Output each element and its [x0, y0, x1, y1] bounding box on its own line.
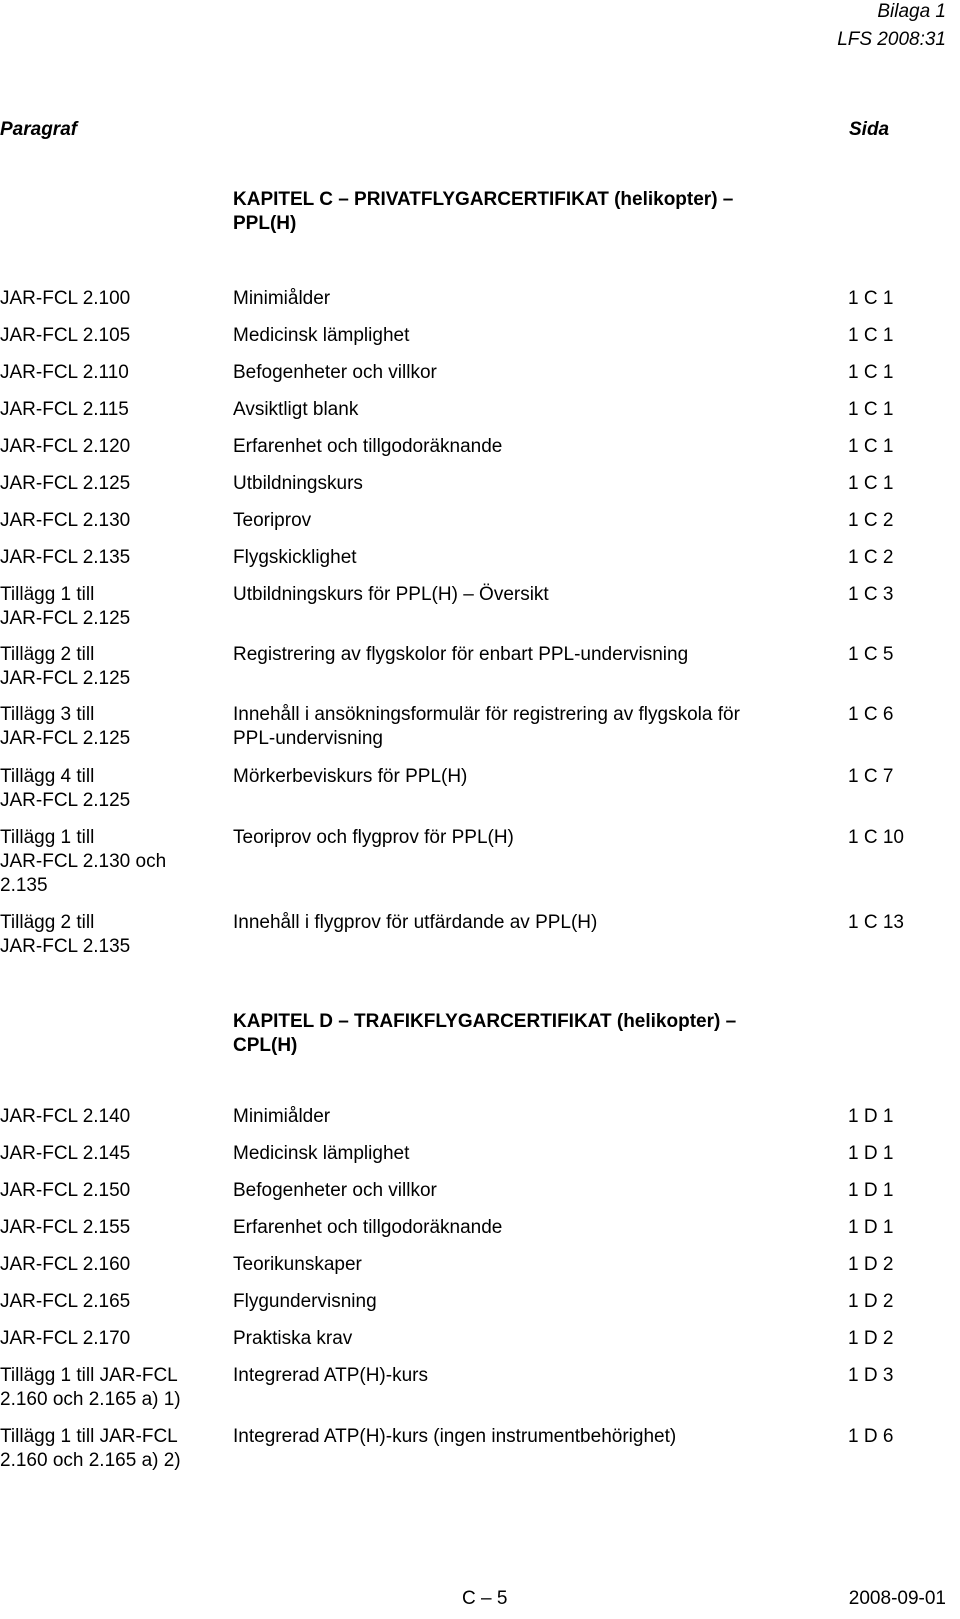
toc-title [233, 324, 409, 348]
toc-paragraph-line: JAR-FCL 2.110 [0, 362, 129, 383]
toc-entry [0, 1179, 960, 1203]
toc-paragraph-line: Tillägg 1 till [0, 584, 95, 605]
toc-title-line: Flygundervisning [233, 1291, 377, 1312]
toc-paragraph-line: Tillägg 1 till [0, 827, 95, 848]
toc-page: 1 C 13 [848, 912, 904, 933]
toc-entry [0, 361, 960, 385]
toc-paragraph [0, 583, 130, 631]
toc-paragraph-line: JAR-FCL 2.165 [0, 1291, 131, 1312]
toc-paragraph-line: JAR-FCL 2.125 [0, 668, 131, 689]
toc-page: 1 C 1 [848, 362, 894, 383]
toc-entry [0, 703, 960, 749]
toc-page: 1 C 1 [848, 325, 894, 346]
toc-paragraph-line: JAR-FCL 2.145 [0, 1143, 131, 1164]
toc-title-line: Mörkerbeviskurs för PPL(H) [233, 766, 468, 787]
toc-paragraph [0, 643, 130, 691]
chapter-d-title-line2: CPL(H) [233, 1035, 298, 1056]
toc-title-line: Teoriprov och flygprov för PPL(H) [233, 827, 514, 848]
toc-page: 1 D 1 [848, 1180, 894, 1201]
toc-entry [0, 287, 960, 311]
toc-paragraph-line: JAR-FCL 2.135 [0, 936, 131, 957]
toc-paragraph-line: JAR-FCL 2.125 [0, 608, 131, 629]
toc-title [233, 546, 357, 570]
toc-paragraph-line: JAR-FCL 2.125 [0, 728, 131, 749]
toc-paragraph-line: 2.160 och 2.165 a) 2) [0, 1450, 181, 1471]
toc-title-line: Integrerad ATP(H)-kurs [233, 1365, 428, 1386]
toc-paragraph-line: Tillägg 2 till [0, 912, 95, 933]
footer-date: 2008-09-01 [848, 1588, 946, 1609]
toc-title-line: Medicinsk lämplighet [233, 1143, 410, 1164]
toc-title [233, 703, 740, 751]
toc-title-line: Innehåll i ansökningsformulär för registrering av flygskola för [233, 704, 740, 725]
toc-title-line: Utbildningskurs för PPL(H) – Översikt [233, 584, 549, 605]
toc-paragraph [0, 1142, 130, 1166]
toc-paragraph-line: JAR-FCL 2.130 och [0, 851, 167, 872]
toc-paragraph [0, 1327, 130, 1351]
toc-entry [0, 472, 960, 496]
toc-paragraph-line: JAR-FCL 2.105 [0, 325, 131, 346]
toc-title-line: Utbildningskurs [233, 473, 363, 494]
toc-entry [0, 1216, 960, 1240]
toc-title-line: Avsiktligt blank [233, 399, 359, 420]
toc-paragraph-line: Tillägg 2 till [0, 644, 95, 665]
toc-paragraph [0, 1290, 130, 1314]
toc-page: 1 C 2 [848, 547, 894, 568]
toc-paragraph [0, 398, 129, 422]
toc-entry [0, 324, 960, 348]
toc-page: 1 C 1 [848, 399, 894, 420]
toc-paragraph-line: JAR-FCL 2.150 [0, 1180, 131, 1201]
toc-paragraph [0, 703, 130, 751]
toc-title [233, 472, 363, 496]
toc-title [233, 1179, 437, 1203]
chapter-c-title-line2: PPL(H) [233, 213, 297, 234]
toc-title [233, 583, 549, 607]
toc-paragraph [0, 546, 130, 570]
toc-title-line: PPL-undervisning [233, 728, 383, 749]
chapter-d-title [233, 1010, 736, 1058]
toc-title [233, 1364, 428, 1388]
toc-paragraph [0, 1105, 130, 1129]
toc-page: 1 D 2 [848, 1254, 894, 1275]
toc-page: 1 C 1 [848, 473, 894, 494]
toc-paragraph-line: JAR-FCL 2.160 [0, 1254, 131, 1275]
toc-entry [0, 1327, 960, 1351]
toc-paragraph [0, 472, 130, 496]
toc-paragraph-line: JAR-FCL 2.125 [0, 790, 131, 811]
header-attachment: Bilaga 1 [877, 1, 946, 22]
toc-title-line: Minimiålder [233, 1106, 331, 1127]
toc-entry [0, 1425, 960, 1471]
toc-paragraph [0, 287, 130, 311]
toc-title-line: Minimiålder [233, 288, 331, 309]
toc-entry [0, 1253, 960, 1277]
toc-entry [0, 1290, 960, 1314]
toc-page: 1 D 2 [848, 1291, 894, 1312]
toc-paragraph [0, 1364, 181, 1412]
toc-page: 1 D 1 [848, 1106, 894, 1127]
toc-title [233, 361, 437, 385]
toc-entry [0, 1105, 960, 1129]
toc-paragraph-line: Tillägg 1 till JAR-FCL [0, 1365, 178, 1386]
toc-paragraph-line: 2.135 [0, 875, 48, 896]
toc-paragraph [0, 435, 130, 459]
toc-paragraph-line: Tillägg 3 till [0, 704, 95, 725]
toc-title-line: Befogenheter och villkor [233, 1180, 437, 1201]
toc-paragraph [0, 509, 130, 533]
toc-paragraph-line: JAR-FCL 2.130 [0, 510, 131, 531]
toc-title-line: Erfarenhet och tillgodoräknande [233, 436, 503, 457]
toc-title-line: Integrerad ATP(H)-kurs (ingen instrumentbehörighet) [233, 1426, 677, 1447]
toc-paragraph-line: JAR-FCL 2.100 [0, 288, 131, 309]
toc-title-line: Befogenheter och villkor [233, 362, 437, 383]
toc-title [233, 398, 358, 422]
toc-paragraph-line: JAR-FCL 2.140 [0, 1106, 131, 1127]
toc-page: 1 C 2 [848, 510, 894, 531]
toc-paragraph [0, 324, 130, 348]
toc-paragraph [0, 1216, 130, 1240]
toc-title-line: Flygskicklighet [233, 547, 357, 568]
column-heading-page: Sida [849, 119, 890, 140]
toc-page: 1 D 1 [848, 1217, 894, 1238]
toc-page: 1 D 1 [848, 1143, 894, 1164]
toc-title-line: Teoriprov [233, 510, 312, 531]
column-heading-paragraph: Paragraf [0, 119, 78, 140]
toc-title [233, 1327, 352, 1351]
toc-paragraph [0, 1425, 181, 1473]
chapter-c-title-line1: KAPITEL C – PRIVATFLYGARCERTIFIKAT (helikopter) – [233, 189, 734, 210]
toc-title [233, 1425, 676, 1449]
toc-page: 1 C 5 [848, 644, 894, 665]
toc-title [233, 911, 597, 935]
toc-paragraph [0, 1253, 130, 1277]
toc-entry [0, 546, 960, 570]
toc-title [233, 643, 688, 667]
toc-page: 1 C 1 [848, 288, 894, 309]
toc-entry [0, 1364, 960, 1410]
toc-entry [0, 435, 960, 459]
header-regulation: LFS 2008:31 [837, 29, 946, 50]
toc-page: 1 C 10 [848, 827, 904, 848]
toc-title [233, 765, 467, 789]
toc-entry [0, 765, 960, 811]
chapter-d-title-line1: KAPITEL D – TRAFIKFLYGARCERTIFIKAT (helikopter) – [233, 1011, 737, 1032]
footer-page-label: C – 5 [462, 1588, 508, 1609]
toc-title [233, 826, 514, 850]
toc-paragraph-line: JAR-FCL 2.125 [0, 473, 131, 494]
toc-title-line: Medicinsk lämplighet [233, 325, 410, 346]
toc-paragraph [0, 1179, 130, 1203]
toc-page: 1 D 6 [848, 1426, 894, 1447]
toc-paragraph-line: JAR-FCL 2.115 [0, 399, 129, 420]
toc-paragraph [0, 361, 129, 385]
toc-paragraph [0, 911, 130, 959]
toc-paragraph-line: 2.160 och 2.165 a) 1) [0, 1389, 181, 1410]
toc-entry [0, 1142, 960, 1166]
toc-page: 1 D 2 [848, 1328, 894, 1349]
toc-entry [0, 826, 960, 896]
toc-title [233, 1142, 409, 1166]
toc-title [233, 1216, 502, 1240]
toc-paragraph [0, 765, 130, 813]
toc-title [233, 1290, 377, 1314]
toc-entry [0, 509, 960, 533]
toc-title-line: Innehåll i flygprov för utfärdande av PPL(H) [233, 912, 598, 933]
toc-paragraph [0, 826, 166, 898]
toc-paragraph-line: JAR-FCL 2.155 [0, 1217, 131, 1238]
toc-paragraph-line: JAR-FCL 2.120 [0, 436, 131, 457]
toc-paragraph-line: JAR-FCL 2.135 [0, 547, 131, 568]
toc-entry [0, 643, 960, 689]
toc-entry [0, 398, 960, 422]
toc-title [233, 509, 311, 533]
toc-page: 1 C 3 [848, 584, 894, 605]
toc-page: 1 C 6 [848, 704, 894, 725]
toc-paragraph-line: Tillägg 4 till [0, 766, 95, 787]
toc-paragraph-line: JAR-FCL 2.170 [0, 1328, 131, 1349]
toc-title [233, 1253, 362, 1277]
toc-title [233, 287, 330, 311]
toc-title [233, 435, 502, 459]
toc-paragraph-line: Tillägg 1 till JAR-FCL [0, 1426, 178, 1447]
toc-page: 1 C 1 [848, 436, 894, 457]
toc-page: 1 D 3 [848, 1365, 894, 1386]
toc-entry [0, 911, 960, 957]
toc-title-line: Registrering av flygskolor för enbart PPL-undervisning [233, 644, 689, 665]
toc-title-line: Praktiska krav [233, 1328, 353, 1349]
chapter-c-title [233, 188, 733, 236]
toc-title [233, 1105, 330, 1129]
toc-page: 1 C 7 [848, 766, 894, 787]
toc-entry [0, 583, 960, 629]
toc-title-line: Erfarenhet och tillgodoräknande [233, 1217, 503, 1238]
toc-title-line: Teorikunskaper [233, 1254, 362, 1275]
